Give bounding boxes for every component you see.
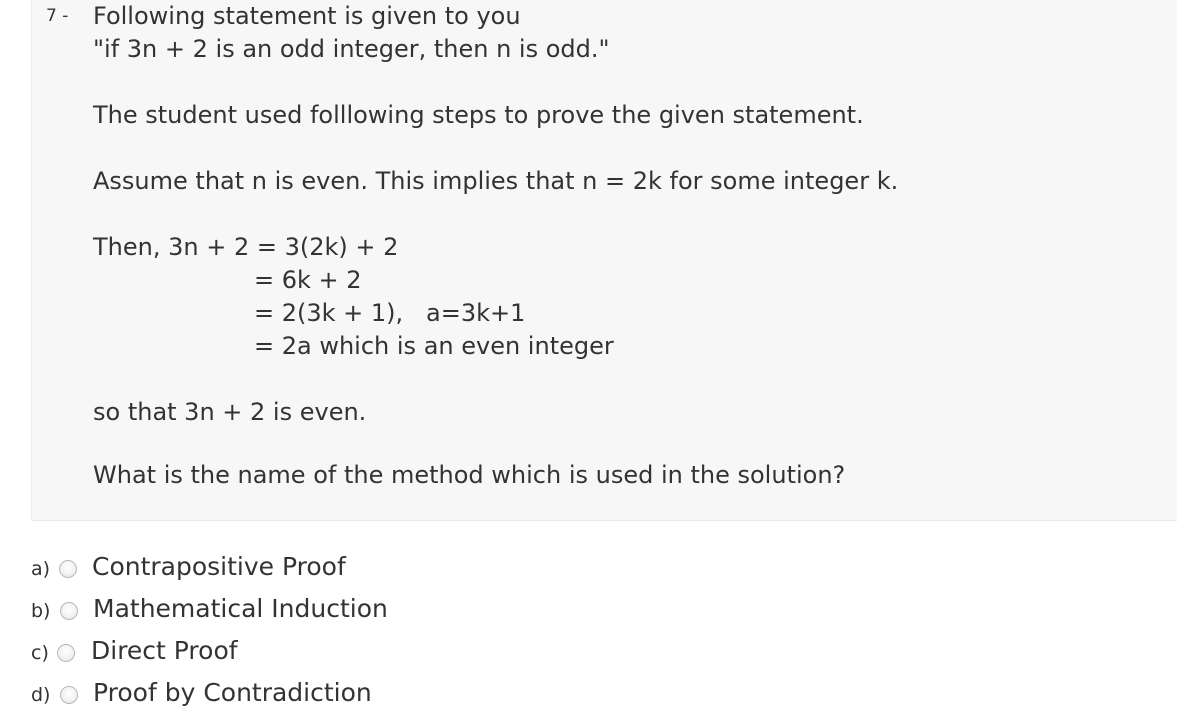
question-line-4: Assume that n is even. This implies that n = 2k for some integer k. [93, 167, 899, 195]
option-a-letter: a) [31, 558, 51, 580]
question-line-9: so that 3n + 2 is even. [93, 398, 367, 426]
proof-step-3: = 2(3k + 1), a=3k+1 [254, 299, 526, 327]
option-d-letter: d) [31, 684, 51, 706]
proof-step-4: = 2a which is an even integer [254, 332, 614, 360]
question-line-3: The student used folllowing steps to prove the given statement. [93, 101, 864, 129]
proof-step-2: = 6k + 2 [254, 266, 362, 294]
option-d-radio[interactable] [60, 686, 78, 704]
proof-step-1: Then, 3n + 2 = 3(2k) + 2 [93, 233, 399, 261]
option-c-label[interactable]: Direct Proof [91, 636, 238, 665]
question-line-1: Following statement is given to you [93, 2, 521, 30]
option-c-radio[interactable] [57, 644, 75, 662]
question-prompt: What is the name of the method which is used in the solution? [93, 461, 846, 489]
option-b-radio[interactable] [60, 602, 78, 620]
option-a-radio[interactable] [59, 560, 77, 578]
option-b-letter: b) [31, 600, 51, 622]
option-d-label[interactable]: Proof by Contradiction [93, 678, 372, 707]
question-statement: "if 3n + 2 is an odd integer, then n is odd." [93, 35, 610, 63]
option-c-letter: c) [31, 642, 49, 664]
option-a-label[interactable]: Contrapositive Proof [92, 552, 346, 581]
option-b-label[interactable]: Mathematical Induction [93, 594, 388, 623]
question-number: 7 - [46, 6, 69, 26]
